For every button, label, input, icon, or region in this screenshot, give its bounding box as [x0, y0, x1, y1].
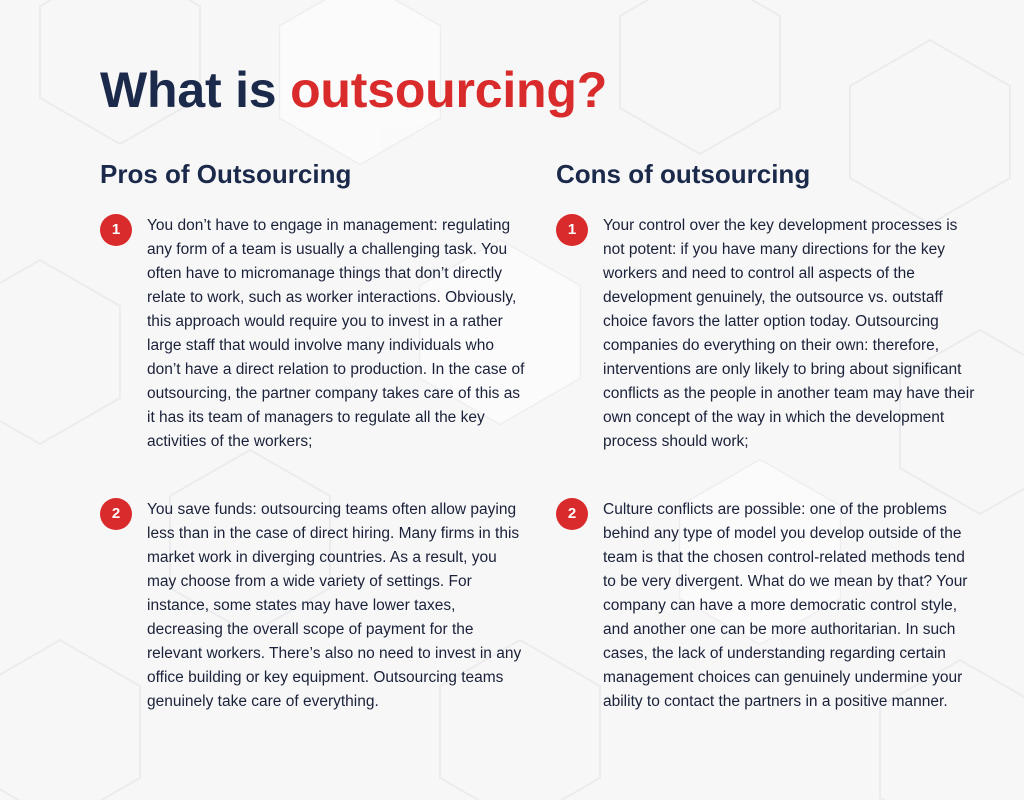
pros-item-text: You don’t have to engage in management: regulating any form of a team is usually a challenging task. You often have to micromanage things that don’t directly relate to work, such as worker interactions. Obviously, this approach would require you to invest in a rather large staff that would involve many individuals who don’t have a direct relation to production. In the case of outsourcing, the partner company takes care of this as it has its team of managers to regulate all the key activities of the workers; [147, 217, 525, 450]
pros-column [100, 156, 530, 710]
number-badge: 2 [556, 498, 588, 530]
number-badge: 2 [100, 498, 132, 530]
pros-heading: Pros of Outsourcing [100, 159, 352, 189]
cons-item-text: Culture conflicts are possible: one of the problems behind any type of model you develop outside of the team is that the chosen control-related methods tend to be very divergent. What do we mean by that? Your company can have a more democratic control style, and another one can be more authoritarian. In such cases, the lack of understanding regarding certain management choices can genuinely undermine your ability to contact the partners in a positive manner. [603, 501, 968, 710]
cons-item-text: Your control over the key development processes is not potent: if you have many directions for the key workers and need to control all aspects of the development genuinely, the outsource vs. outstaff choice favors the latter option today. Outsourcing companies do everything on their own: therefore, interventions are only likely to bring about significant conflicts as the people in another team may have their own concept of the way in which the development process should work; [603, 217, 975, 450]
cons-heading: Cons of outsourcing [556, 159, 811, 189]
cons-column [556, 156, 986, 710]
page-title-main: What is [100, 62, 291, 118]
page-title-accent: outsourcing? [290, 62, 608, 118]
page-title [100, 58, 607, 122]
number-badge: 1 [100, 214, 132, 246]
pros-item-text: You save funds: outsourcing teams often allow paying less than in the case of direct hiring. Many firms in this market work in diverging countries. As a result, you may choose from a wide variety of settings. For instance, some states may have lower taxes, decreasing the overall scope of payment for the relevant workers. There’s also no need to invest in any office building or key equipment. Outsourcing teams genuinely take care of everything. [147, 501, 522, 710]
number-badge: 1 [556, 214, 588, 246]
